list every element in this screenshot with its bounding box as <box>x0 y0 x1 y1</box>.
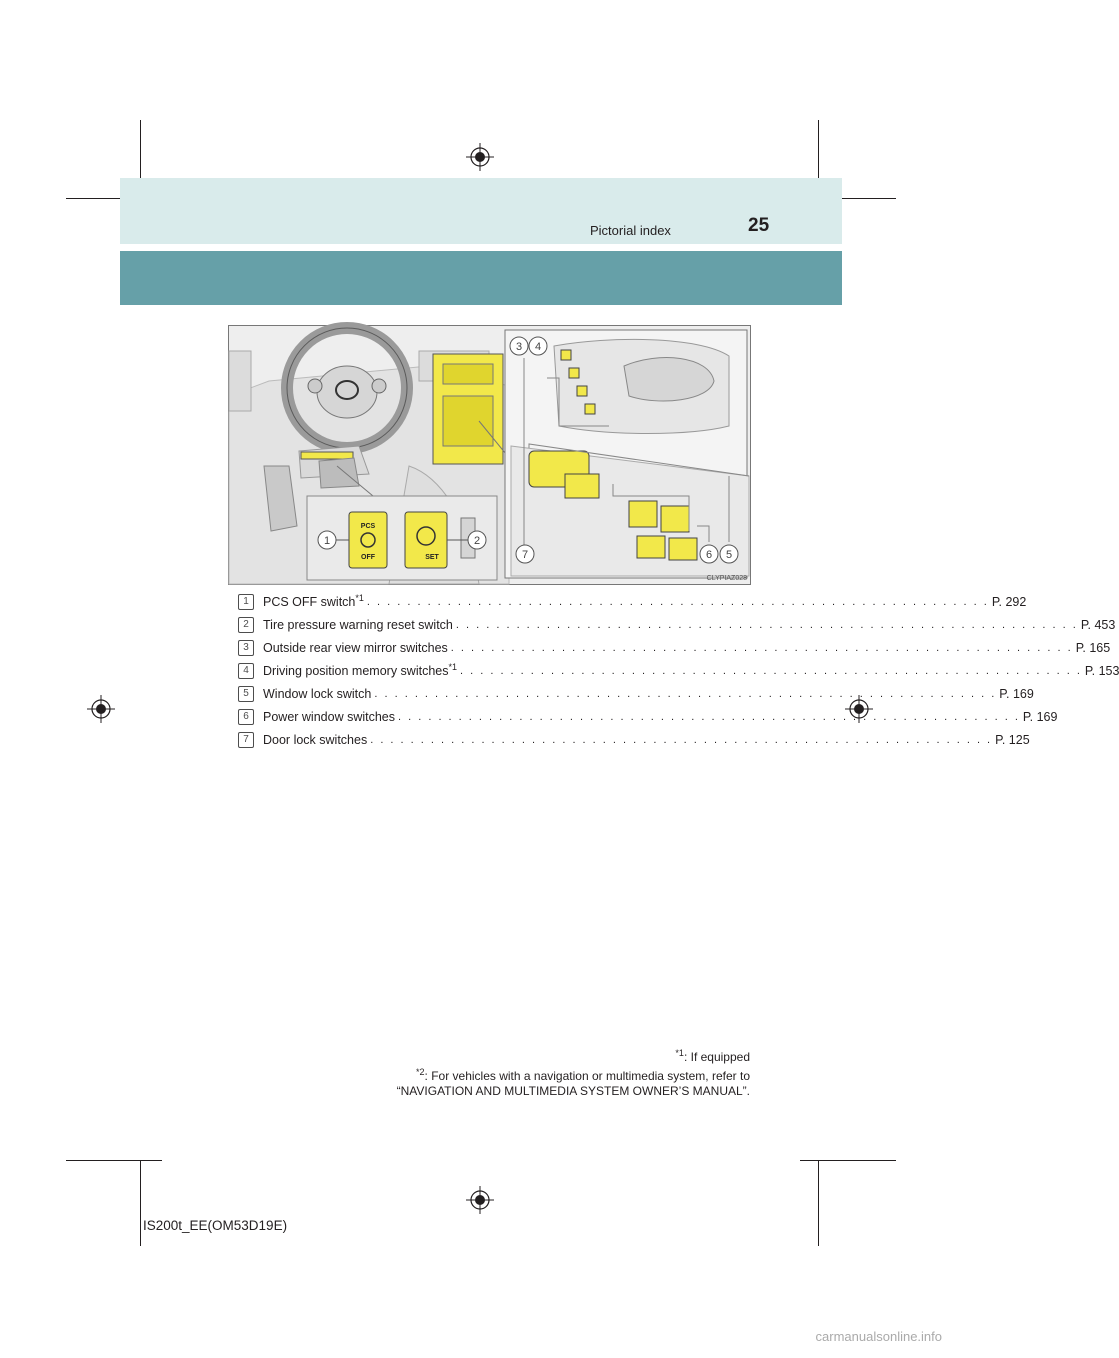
cockpit-illustration <box>228 325 751 585</box>
item-label: Window lock switch <box>263 687 372 702</box>
item-number: 3 <box>238 640 254 656</box>
leader-dots: . . . . . . . . . . . . . . . . . . . . . . . . . . . . . . . . . . . . . . . . . . . . . . . . . . . . . . . . . . . . . . <box>460 664 1082 677</box>
list-item[interactable] <box>238 636 1111 659</box>
footnote: $^{*1}$: If equipped <box>675 1048 750 1064</box>
leader-dots: . . . . . . . . . . . . . . . . . . . . . . . . . . . . . . . . . . . . . . . . . . . . . . . . . . . . . . . . . . . . . . <box>398 710 1020 723</box>
off-label: OFF <box>361 554 375 561</box>
list-item[interactable] <box>238 590 1027 613</box>
doc-code: IS200t_EE(OM53D19E) <box>143 1218 288 1233</box>
page-ref-link[interactable]: P. 169 <box>999 686 1034 701</box>
header-band <box>120 178 842 244</box>
crop-mark <box>140 1160 141 1246</box>
index-list <box>238 590 1119 751</box>
watermark: carmanualsonline.info <box>815 1329 942 1344</box>
list-item[interactable] <box>238 659 1119 682</box>
crop-mark <box>800 1160 896 1161</box>
leader-dots: . . . . . . . . . . . . . . . . . . . . . . . . . . . . . . . . . . . . . . . . . . . . . . . . . . . . . . . . . . . . . . <box>374 687 997 700</box>
item-number: 1 <box>238 594 254 610</box>
item-label: Door lock switches <box>263 733 368 748</box>
page-ref-link[interactable]: P. 292 <box>991 594 1027 609</box>
page-ref-link[interactable]: P. 453 <box>1080 617 1116 632</box>
crop-mark <box>66 1160 162 1161</box>
item-label: Tire pressure warning reset switch <box>263 618 453 633</box>
leader-dots: . . . . . . . . . . . . . . . . . . . . . . . . . . . . . . . . . . . . . . . . . . . . . . . . . . . . . . . . . . . . . . <box>455 618 1078 631</box>
callout-4: 4 <box>534 341 542 353</box>
item-number: 4 <box>238 663 254 679</box>
footnote: $^{*2}$: For vehicles with a navigation or multimedia system, refer to <box>416 1067 750 1083</box>
list-item[interactable] <box>238 682 1034 705</box>
page-ref-link[interactable]: P. 125 <box>995 732 1030 747</box>
page-ref-link[interactable]: P. 165 <box>1075 640 1111 655</box>
page-ref-link[interactable]: P. 169 <box>1022 709 1058 724</box>
leader-dots: . . . . . . . . . . . . . . . . . . . . . . . . . . . . . . . . . . . . . . . . . . . . . . . . . . . . . . . . . . . . . . <box>370 733 993 746</box>
footnotes <box>397 1046 750 1099</box>
item-label: Power window switches <box>263 710 395 725</box>
item-number: 6 <box>238 709 254 725</box>
crop-mark <box>818 1160 819 1246</box>
registration-target-icon <box>466 143 494 171</box>
callout-7: 7 <box>521 549 529 561</box>
leader-dots: . . . . . . . . . . . . . . . . . . . . . . . . . . . . . . . . . . . . . . . . . . . . . . . . . . . . . . . . . . . . . . <box>366 595 989 608</box>
pcs-label: PCS <box>360 523 376 530</box>
list-item[interactable] <box>238 728 1030 751</box>
footnote: “NAVIGATION AND MULTIMEDIA SYSTEM OWNER’S MANUAL”. <box>396 1084 750 1098</box>
item-label: PCS OFF switch$^{*1}$ <box>263 593 364 610</box>
page-number: 25 <box>748 215 770 236</box>
callout-3: 3 <box>515 341 523 353</box>
registration-target-icon <box>466 1186 494 1214</box>
leader-dots: . . . . . . . . . . . . . . . . . . . . . . . . . . . . . . . . . . . . . . . . . . . . . . . . . . . . . . . . . . . . . . <box>450 641 1073 654</box>
callout-5: 5 <box>725 549 733 561</box>
item-number: 2 <box>238 617 254 633</box>
title-band <box>120 251 842 305</box>
item-number: 7 <box>238 732 254 748</box>
list-item[interactable] <box>238 613 1116 636</box>
section-title: Pictorial index <box>590 223 671 238</box>
registration-target-icon <box>87 695 115 723</box>
illustration-code: CLYPIAZ028 <box>706 575 747 582</box>
callout-2: 2 <box>473 535 481 547</box>
callout-1: 1 <box>323 535 331 547</box>
set-label: SET <box>425 554 439 561</box>
item-label: Outside rear view mirror switches <box>263 641 448 656</box>
callout-6: 6 <box>705 549 713 561</box>
page-ref-link[interactable]: P. 153 <box>1084 663 1119 678</box>
item-label: Driving position memory switches$^{*1}$ <box>263 662 457 679</box>
item-number: 5 <box>238 686 254 702</box>
list-item[interactable] <box>238 705 1058 728</box>
